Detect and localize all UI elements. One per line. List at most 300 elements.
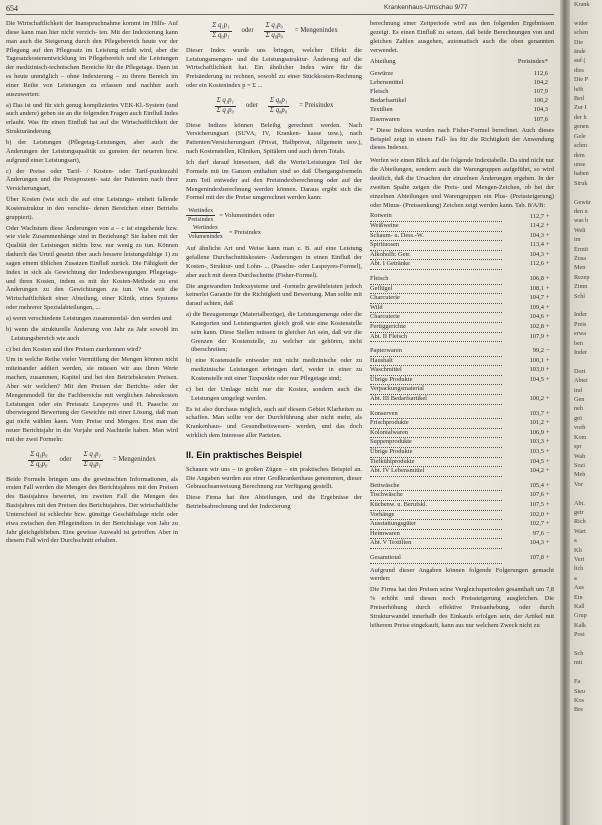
column-3	[370, 20, 554, 632]
adjacent-page-text: Grup	[574, 612, 587, 620]
formula-oder: oder	[245, 101, 258, 109]
table-cell-value: 109,4	[529, 303, 544, 311]
table-row	[370, 491, 554, 501]
adjacent-page-text: Zur I	[574, 104, 587, 112]
table-cell-label: Abt. I Getränke	[370, 260, 502, 270]
table-cell-label: Abt. IV Lebensmittel	[370, 467, 502, 477]
adjacent-page-text	[570, 357, 602, 366]
list-item: c) bei der Umlage nicht nur die Kosten, sondern auch die Leistungen umgelegt werden.	[186, 385, 362, 402]
table-cell-value: 104,3	[529, 231, 544, 239]
adjacent-page-text: dies	[574, 66, 584, 74]
table-cell-value: 104,5	[529, 457, 544, 465]
paragraph: b) der Leistungen (Pflegetag-Leistungen, aber auch die Änderungen der Leistungsqualität zu gunsten der neueren bzw. aufgrund einer Leistungsart),	[6, 138, 178, 164]
adjacent-page-text: erwa	[574, 330, 587, 338]
table-row	[370, 554, 554, 563]
table-cell-sign: +	[546, 395, 550, 403]
paragraph: Die Wirtschaftlichkeit der Inanspruchnahme kommt im Hilfs- Auf diese kann man hier nicht verzich- ten. Mit der Indexierung kann man auch die Steigerung durch den Pflegebereich heute vor der Pflegung auf den Pflegesatz im Leistung erfaßt wird, aber die Tagesatzkostenentwicklung im Pflegebereich und die Leistungen der medizinisch-technischen Bereiche für die Pflegetage. Dann ist es heute unmöglich – ohne Indexierung – zu ihrem Bereich im einer Reihe von Leistungen zu erfassen und nachher auch auszuwerten:	[6, 20, 178, 98]
table-cell-sign: +	[546, 241, 550, 249]
formula-result: = Mengenindex	[294, 26, 338, 34]
fraction	[268, 97, 289, 116]
table-row	[370, 260, 554, 270]
quantity-index-formula-2	[186, 22, 362, 41]
table-row	[370, 419, 554, 429]
adjacent-page-text: ben	[574, 339, 583, 347]
table-cell-sign: +	[546, 491, 550, 499]
table-row	[370, 221, 554, 231]
adjacent-page-text: Fa	[574, 678, 581, 686]
paragraph: a) Das ist und für sich genug kompliziertes VEK-Kl.-System (und auch andere) geben sie an die folgenden Fragen auch Einfluß Indes erlaubt. Was für einen Einfluß hat auf die Wirtschaftlichkeit der Strukturänderung	[6, 101, 178, 136]
table-cell-sign: +	[546, 438, 550, 446]
adjacent-page-text: dem	[574, 151, 585, 159]
table-row	[370, 69, 554, 78]
adjacent-page-text: Dort	[574, 367, 586, 375]
adjacent-page-text: a	[574, 574, 577, 582]
table-cell-sign: +	[546, 221, 550, 229]
table-cell-value	[502, 385, 546, 395]
table-cell-value: 103,3	[529, 438, 544, 446]
table-cell-sign: +	[546, 448, 550, 456]
table-footnote: * Diese Indizes wurden nach Fisher-Formel berechnet. Auch dieses Beispiel zeigt in einem Fall- les für die Richtigkeit der Anwendung dieses Indexes.	[370, 126, 554, 152]
table-cell-label: Tiefkühlprodukte	[370, 457, 502, 467]
adjacent-page-text: wider	[574, 19, 589, 27]
numerator: Σ q₁p₀	[264, 22, 285, 32]
table-row	[370, 347, 554, 356]
table-cell-label: Haushalt	[370, 356, 502, 366]
numerator: Σ q₁p₀	[28, 451, 49, 461]
table-cell-label: Frischprodukte	[370, 419, 502, 429]
table-row	[370, 87, 554, 96]
section-title: II. Ein praktisches Beispiel	[186, 449, 302, 460]
table-cell-label: Tischwäsche	[370, 491, 502, 501]
table-cell-value: 107,9	[533, 87, 548, 95]
table-cell-value: 114,2	[529, 221, 544, 229]
table-row	[370, 241, 554, 251]
table-row	[370, 375, 554, 385]
adjacent-page-text: Posi	[574, 631, 585, 639]
table-row	[370, 539, 554, 549]
denominator: Σ q₁p₀	[216, 106, 234, 114]
adjacent-page-text: Meh	[574, 471, 586, 479]
fraction	[28, 451, 49, 470]
table-row	[370, 410, 554, 419]
paragraph: Aufgrund dieser Angaben können folgende Folgerungen gemacht werden:	[370, 566, 554, 583]
table-row	[370, 356, 554, 366]
table-cell-value: 102,8	[529, 322, 544, 330]
list-item: b) wenn die strukturelle Änderung von Jahr zu Jahr sowohl im Leistungsbereich wie auch	[6, 325, 178, 342]
table-cell-label: Übrige Produkte	[370, 448, 502, 458]
table-cell-sign: −	[546, 347, 550, 355]
paragraph: Diese Indizes können Beleihg gerechnet werden. Nach Versicherungsart (SUVA, IV, Kranken- kasse usw.), nach Patienten/Versicherungsart (Privat, Halbprivat, Allgemein usw.), nach Kostenstellen, Kliniken, Spitälern und auch deren Totals.	[186, 121, 362, 156]
denominator: Volumenindex	[188, 234, 223, 241]
column-2	[186, 20, 362, 514]
table-row	[370, 448, 554, 458]
table-cell-label: Spirituosen	[370, 241, 502, 251]
table-cell-value: 103,0	[529, 366, 544, 374]
table-cell-label: Küchenw. u. Berufskl.	[370, 501, 502, 511]
table-row	[370, 231, 554, 241]
table-cell-sign: +	[546, 510, 550, 518]
adjacent-page-text: mit	[574, 659, 583, 667]
numerator: Σ q₁p₁	[210, 22, 231, 32]
table-cell-label: Fleisch	[370, 87, 389, 95]
table-cell-value: 112,6	[533, 69, 548, 77]
adjacent-page-text: schen	[574, 29, 589, 37]
table-row	[370, 322, 554, 332]
book-gutter	[560, 0, 570, 825]
column-1	[6, 20, 178, 548]
table-cell-label: Schaum- u. Dess.-W.	[370, 231, 502, 241]
table-cell-sign: +	[546, 467, 550, 475]
list-item: c) bei den Kosten und ihre Preisen zuerkennen wird?	[6, 345, 142, 353]
running-head: Krankenhaus-Umschau 9/77	[384, 4, 468, 11]
table-cell-label: Fleisch	[370, 275, 502, 284]
table-cell-label: Lebensmittel	[370, 78, 404, 86]
paragraph: Auf ähnliche Art und Weise kann man z. B. auf eine Leistung gefallene Durchschnittskosten- Änderungen in einen Einfluß der Kosten-, Struktur- und Lohn- ... (Paasche- oder Laspeyres-Formel), aber auch mit deren Durchschnitte (Fisher-Formel).	[186, 245, 362, 279]
table-cell-label: Weißweine	[370, 221, 502, 231]
adjacent-page-text: Zusa	[574, 254, 587, 262]
adjacent-page-text: unse	[574, 160, 586, 168]
paragraph: Um in welche Reihe vieler Vermittlung der Mengen können nicht miteinander addiert werden, sie müssen wir aus ihren Werte machen, zusammen, Kapitel und bei den Betriebskosten Preisen. Aber wir welchen? Mit den Preisen der Berichts- oder der Mengenmodell für die Fachbereiche mit verglichen Jahreskosten Leistungen oder ein Preissatz Lespeyres und H. Paasche zu überwiegend Bewertung der Gewichte mit einer Lösung, daß man gut nicht wählen kann. Vom Preise und Mengen. Erst man die neuer Berichtsjahr in die Vorjahr und Nachteile haben. Man wird mit der zwei Formeln:	[6, 356, 178, 443]
table-row	[370, 78, 554, 87]
table-cell-value: 104,3	[533, 106, 548, 114]
adjacent-page-text: Abtei	[574, 377, 588, 385]
list-item: a) die Bezugsmenge (Materialbezüge), die Leistungsmenge oder die Kategorien und Leistungsarten gleich groß wie eine Kostenstelle sein kann. Diese Stellen müssen in gleicher Art sein, daß wir die Grenzen der Kostenstelle, zu welcher sie gehören, nicht überschreiten;	[186, 311, 362, 354]
paragraph: berechnung einer Zeitperiode wird aus den folgenden Ergebnissen gezeigt. Es einen Einfluß zu setzen, daß beide Berechnungen von und gleichen Zahlen ausgehen, automatisch auch die oben genannten verwendet.	[370, 20, 554, 54]
adjacent-page-text: höh	[574, 85, 584, 93]
table-cell-label: Waschmittel	[370, 366, 502, 376]
list-item: b) eine Kostenstelle entweder mit nicht medizinische oder zu medizinische Leistungen erbringen darf, weder in einer zu Kostenstelle mit einer Taxpunkte oder nur Pflegetage sind;	[186, 357, 362, 382]
table-row	[370, 105, 554, 114]
adjacent-page-text: Men	[574, 264, 586, 272]
table-cell-value: 102,0	[529, 510, 544, 518]
adjacent-page-text: Ermit	[574, 245, 589, 253]
table-cell-sign: +	[546, 231, 550, 239]
table-cell-label: Eisenwaren	[370, 115, 400, 123]
adjacent-page-text: Rezep	[574, 273, 590, 281]
table-cell-sign: +	[546, 366, 550, 374]
adjacent-page-text: Wart	[574, 527, 586, 535]
denominator: Σ q₀p₁	[83, 460, 101, 468]
price-index-formula	[186, 97, 362, 116]
adjacent-page-text: Krank	[574, 1, 590, 8]
paragraph: Beide Formeln bringen uns die gewünschten Informationen, als ersten Fall werden die Mengen des Berichtsjahres mit den Preisen des Basisjahres bewertet, im zweiten Fall die Mengen des Basisjahres mit den Preisen des Berichtsjahres. Der wirtschaftliche Unterschied ist schlechte bzw. günstige Geschäftslage nicht oder etwa zwischen den Pflegeindizes in der Berichtslage von Jahr zu Jahr gleichgeblieben. Eine gewisse Auswahl ist getroffen. Aber in diesem Fall wird der Durchschnitt erhalten.	[6, 475, 178, 545]
adjacent-page-text: Kli	[574, 546, 582, 554]
table-cell-value: 106,9	[529, 428, 544, 436]
adjacent-page-text: haben	[574, 170, 589, 178]
table-cell-value: 103,5	[529, 448, 544, 456]
table-cell-label: Geflügel	[370, 284, 502, 294]
table-cell-sign: +	[546, 520, 550, 528]
table-row	[370, 332, 554, 342]
table-cell-value: 107,6	[529, 491, 544, 499]
table-cell-value: 107,8	[529, 554, 544, 562]
formula-result: = Preisindex	[299, 101, 334, 109]
adjacent-page-text	[570, 188, 602, 197]
table-cell-value: 104,7	[529, 294, 544, 302]
table-cell-value: 106,8	[529, 275, 544, 283]
table-cell-sign: +	[546, 250, 550, 258]
adjacent-page-text: Schl	[574, 292, 586, 300]
table-cell-sign: +	[546, 322, 550, 330]
table-cell-sign: +	[546, 409, 550, 417]
adjacent-page-text: Steu	[574, 687, 586, 695]
header-rule	[6, 14, 554, 15]
adjacent-page-text: Aus	[574, 584, 584, 592]
table-row	[370, 520, 554, 530]
adjacent-page-text: grö	[574, 414, 583, 422]
adjacent-page-text: spr	[574, 443, 582, 451]
table-cell-label: Abt. V Textilien	[370, 539, 502, 549]
paragraph: Dieser Index wurde uns bringen, welcher Effekt die Leistungsmengen- und die Leistungsstruktur- Änderung auf die Wirtschaftlichkeit hat. Ein ähnlicher Index wäre für die Preisänderung zu rechnen, sowohl zu einer Stückkosten-Rechnung oder ein Kostenindex p = Σ ...	[186, 46, 362, 90]
table-cell-value: 101,2	[529, 419, 544, 427]
table-row	[370, 275, 554, 284]
table-row	[370, 250, 554, 260]
table-row	[370, 457, 554, 467]
adjacent-page-text: Kall	[574, 603, 585, 610]
numerator: Σ q₁p₁	[82, 451, 103, 461]
table-cell-label: Vorhänge	[370, 510, 502, 520]
table-cell-value: 107,6	[533, 115, 548, 123]
table-cell-value: 105,4	[529, 482, 544, 490]
table-cell-label: Bedarfsartikel	[370, 97, 407, 105]
table-cell-value: 107,5	[529, 501, 544, 509]
fraction	[210, 22, 231, 41]
table-cell-value: 104,2	[533, 78, 548, 86]
table-cell-label: Konserven	[370, 410, 502, 419]
paragraph: Ich darf darauf hinweisen, daß die Werte/Leistungen Teil der Formeln mit im Ganzen enthalten sind so daß Übergangsformeln zum Teil entweder auf den Preisindexberechnung oder auf der Mengenindexberechnung werden können. Daraus ergibt sich die Formel mit der die Preise umgerechnet werden kann:	[186, 158, 362, 202]
fraction	[264, 22, 285, 41]
adjacent-page-text	[570, 9, 602, 18]
table-cell-sign: −	[546, 529, 550, 537]
numerator: Σ q₀p₁	[268, 97, 289, 107]
adjacent-page-text: ind	[574, 386, 582, 394]
table-cell-label: Gewürze	[370, 69, 394, 77]
table-cell-value: 102,7	[529, 520, 544, 528]
adjacent-page-text: was b	[574, 217, 589, 225]
adjacent-page-text: ände	[574, 48, 586, 56]
paragraph: Schauen wir uns – in großen Zügen – ein praktisches Beispiel an. Die Angaben wurden aus einer Großkrankenhaus genommen, dieser Gebrauchsanweisung Berechnung zur Verfügung gestellt.	[186, 465, 362, 491]
table-cell-value: 104,3	[529, 539, 544, 547]
adjacent-page-text: auf (	[574, 57, 586, 65]
table-row	[370, 438, 554, 448]
table-cell-sign: +	[546, 303, 550, 311]
table-cell-sign: +	[546, 284, 550, 292]
adjacent-page-text: Die P	[574, 76, 588, 84]
adjacent-page-text: Zimn	[574, 283, 588, 291]
table-cell-value: 107,9	[529, 332, 544, 340]
table-row	[370, 385, 554, 395]
column-header: Abteilung	[370, 58, 396, 66]
table-row	[370, 395, 554, 405]
table-cell-sign	[546, 385, 554, 395]
adjacent-page-text: Abt.	[574, 499, 585, 507]
paragraph: Werfen wir einen Blick auf die folgende Indextabelle. Da sind nicht nur die Abteilungen, sondern auch die Warengruppen aufgeführt, so wird deutlich, daß die Ursachen der einzelnen Änderungen ergeben. In der zweiten Spalte zeigen die Preis- und Mengen-Zeichen, ob bei der einzelnen Abteilungen und Warengruppen ein Plus- (Preissteigerung) oder Minus- (Preissenkung) Zeichen zeigt werden kann. Tab. 8/A/B:	[370, 157, 554, 209]
table-cell-value: 103,7	[529, 409, 544, 417]
column-header: Preisindex*	[517, 58, 548, 66]
table-cell-sign: +	[546, 457, 550, 465]
adjacent-page-text: Vor	[574, 480, 583, 488]
adjacent-page-text: Rich	[574, 518, 586, 526]
table-cell-label: Papierwaren	[370, 347, 502, 356]
paragraph: Die angewandten Indexsysteme und -formeln gewährleisten jedoch keinerlei Garantie für die Richtigkeit und Bewertung. Man sollte mit darauf achten, daß	[186, 282, 362, 308]
table-cell-label: Bettwäsche	[370, 482, 502, 491]
adjacent-page-text	[570, 489, 602, 498]
table-cell-value: 97,6	[532, 529, 544, 537]
table-cell-label: Übrige Produkte	[370, 375, 502, 385]
adjacent-page-text: Kos	[574, 697, 584, 705]
table-cell-label: Ausstattungsgüter	[370, 520, 502, 530]
table-cell-sign: +	[546, 554, 550, 562]
table-cell-value: 108,1	[529, 284, 544, 292]
table-cell-value: 112,7	[529, 212, 544, 220]
adjacent-page-text: Sozi	[574, 461, 586, 469]
fraction	[215, 97, 236, 116]
table-row	[370, 482, 554, 491]
adjacent-page-text	[570, 301, 602, 310]
adjacent-page-text: Kom	[574, 433, 587, 441]
table-cell-label: Abt. III Bedarfsartikel	[370, 395, 502, 405]
numerator: Wertindex	[188, 208, 214, 215]
adjacent-page-text: neh	[574, 405, 583, 413]
numerator: Σ q₁p₁	[215, 97, 236, 107]
table-row	[370, 303, 554, 313]
table-cell-value: 104,2	[529, 467, 544, 475]
table-cell-sign: +	[546, 419, 550, 427]
formula-result: = Volumenindex oder	[219, 211, 275, 219]
adjacent-page-text: Gewür	[574, 198, 591, 206]
adjacent-page-text: Struk	[574, 179, 588, 187]
table-cell-sign: +	[546, 275, 550, 283]
paragraph: Oder Wachstum diese Änderungen von a – c ist eingehende bzw. wie viele Zusammenhänge sind in Beziehung? Sie haben mit der Qualität der Leistungen nichts bzw. nur wenig zu tun. Können dadurch das Urteil gesetzt über auch bessere leistungsfähige 1) zu sagen einem üblichen Zusatzen Einfluß zurück. Die Fähigkeit der Index in sich als Gewichtung der Indexbewegungen Pflegetags- und ihren Kosten, indem es mit der Kosten-Methode zu erst Änderungen zu den Gewichtungen zu tun. Wie weit die Wirtschaftlichkeit einer Abteilung, einer Klinik, eines Systems oder mehrerer Spezialabteilungen, ...	[6, 224, 178, 312]
table-cell-sign: +	[546, 375, 550, 383]
table-cell-value: 99,2	[532, 347, 544, 355]
adjacent-page-text	[570, 640, 602, 649]
table-row	[370, 96, 554, 105]
table-cell-sign: +	[546, 313, 550, 321]
fraction	[82, 451, 103, 470]
adjacent-page-text: Preis	[574, 320, 587, 328]
adjacent-page-text: vorh	[574, 424, 586, 432]
table-cell-value: 113,4	[529, 241, 544, 249]
table-cell-label: Abt. II Fleisch	[370, 332, 502, 342]
adjacent-page-text: Sch	[574, 650, 584, 658]
table-row	[370, 366, 554, 376]
table-cell-label: Charcuterie	[370, 294, 502, 304]
table-cell-value: 104,6	[529, 313, 544, 321]
adjacent-page-text: Wah	[574, 452, 586, 460]
adjacent-page-text: Bed	[574, 95, 584, 103]
table-cell-value: 100,2	[533, 97, 548, 105]
formula-result: = Mengenindex	[112, 455, 156, 463]
adjacent-page-text: Welt	[574, 226, 586, 234]
table-cell-sign: +	[546, 501, 550, 509]
adjacent-page-text: im	[574, 236, 581, 244]
table-row	[370, 284, 554, 294]
table-row	[370, 529, 554, 539]
table-row	[370, 115, 554, 124]
adjacent-page-text: lich	[574, 565, 584, 573]
table-row	[370, 212, 554, 221]
table-row	[370, 510, 554, 520]
list-item: a) wenn verschiedene Leistungen zusammenfal- den werden und	[6, 315, 172, 322]
formula-oder: oder	[241, 26, 254, 34]
adjacent-page-text: Veri	[574, 555, 585, 563]
table-cell-sign: +	[546, 482, 550, 490]
quantity-index-formula	[6, 451, 178, 470]
paragraph: Es ist also durchaus möglich, auch auf diesem Gebiet Klarheiten zu schaffen. Man sollte vor der Durchführung aber nicht mehr, als Krankenhaus- und Gesundheitswesen- werden, und das doch wirklich dem Interesse aller Parteien.	[186, 405, 362, 440]
formula-result: = Preisindex	[228, 228, 262, 236]
paragraph: Diese Firma hat ihre Abteilungen, und die Ergebnisse der Betriebsabrechnung und der Indexierung	[186, 494, 362, 511]
table-row	[370, 501, 554, 511]
table-cell-label: Heimwaren	[370, 529, 502, 539]
table-cell-label: Wild	[370, 303, 502, 313]
value-index-formulas	[186, 207, 362, 241]
adjacent-page-text: getr	[574, 508, 584, 516]
adjacent-page-text: Ein	[574, 593, 583, 601]
table-cell-label: Kolonialwaren	[370, 428, 502, 438]
adjacent-page-text	[570, 668, 602, 677]
table-cell-label: Textilien	[370, 106, 393, 114]
table-cell-sign: +	[546, 356, 550, 364]
adjacent-page-text: Gen	[574, 396, 585, 404]
table-cell-value: 104,3	[529, 250, 544, 258]
table-cell-sign: +	[546, 539, 550, 547]
adjacent-page-text: Inder	[574, 311, 588, 319]
table-cell-label: Alkoholfr. Getr.	[370, 250, 502, 260]
table-cell-value: 112,6	[529, 260, 544, 268]
formula-oder: oder	[59, 455, 72, 463]
price-index-table	[370, 57, 554, 123]
paragraph: c) der Preise oder Tarif- / Kosten- oder Tarif-punktezahl Änderungen und die Preisprozent- satz der Patienten nach ihrer Versicherungsart,	[6, 167, 178, 193]
table-cell-sign: +	[546, 294, 550, 302]
adjacent-page-text: Kalk	[574, 621, 587, 629]
table-cell-label: Charcuterie	[370, 313, 502, 323]
adjacent-page-text: Bre	[574, 706, 583, 714]
table-cell-label: Rotwein	[370, 212, 502, 221]
page-number: 654	[6, 4, 18, 13]
table-cell-sign: +	[546, 332, 550, 340]
table-cell-label: Verpackungsmaterial	[370, 385, 502, 395]
table-cell-sign: +	[546, 428, 550, 436]
index-table	[370, 212, 554, 563]
adjacent-page-text: Inder	[574, 349, 588, 357]
denominator: Σ q₀p₁	[212, 31, 230, 39]
table-row	[370, 428, 554, 438]
denominator: Σ q₀p₀	[265, 31, 283, 39]
denominator: Preisindex	[188, 217, 214, 224]
adjacent-page-text: den n	[574, 207, 588, 215]
table-row	[370, 294, 554, 304]
table-cell-value: 104,5	[529, 375, 544, 383]
adjacent-page-text: genen	[574, 123, 589, 131]
table-row	[370, 467, 554, 477]
adjacent-page-text: Die	[574, 38, 583, 46]
adjacent-page-text: Gele	[574, 132, 586, 140]
adjacent-page-text: der h	[574, 113, 587, 121]
table-cell-label: Gesamttotal	[370, 554, 502, 563]
denominator: Σ q₀p₀	[269, 106, 288, 114]
paragraph: Über Kosten (wie sich die auf eine Leistungs- einheit fallende Kostenstruktur in den verschie- denen Bereichen einer Betriebs gruppiert).	[6, 196, 178, 221]
numerator: Wertindex	[193, 225, 218, 232]
table-cell-value: 100,2	[529, 395, 544, 403]
table-cell-sign: +	[546, 212, 550, 220]
table-cell-label: Suppenprodukte	[370, 438, 502, 448]
denominator: Σ q₀p₀	[30, 460, 48, 468]
paragraph: Die Firma hat den Preisen seine Vergleichsperioden gesamthaft um 7,8 % erhöht und diesen noch Preissteigerung ausgleichen. Die Preiserhöhung durch effektive Preisanhebung, oder durch Strukturwandel innerhalb des Einkaufs erfolgen sein, der Artikel mit höherem Preise eingekauft, kann aus nur welchem Zweck nicht zu	[370, 586, 554, 629]
table-cell-sign: +	[546, 260, 550, 268]
adjacent-page-text: a	[574, 537, 577, 545]
adjacent-page-text: schm	[574, 142, 588, 150]
